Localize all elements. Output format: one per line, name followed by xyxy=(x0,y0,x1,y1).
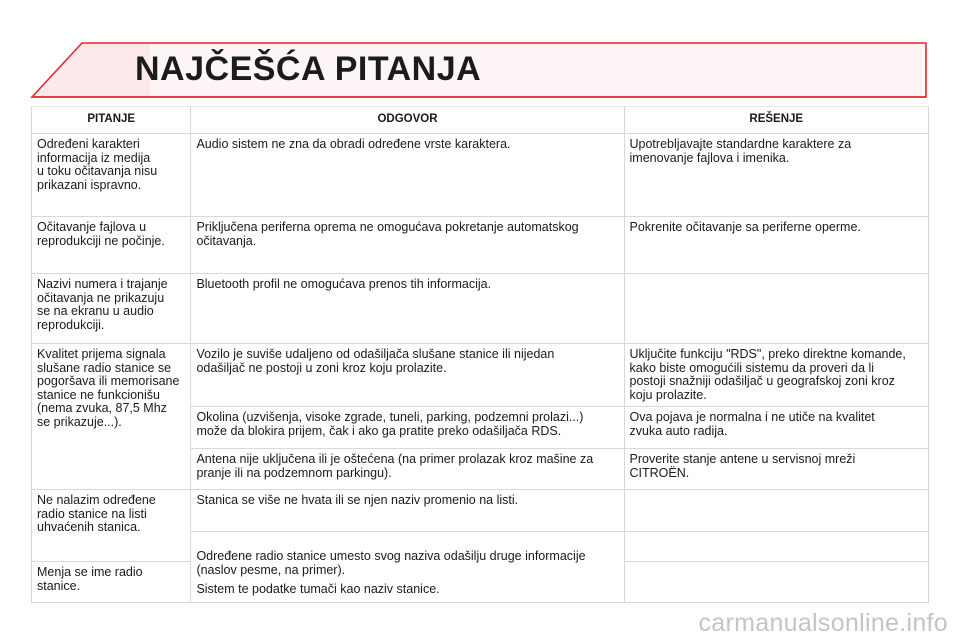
header-solution: REŠENJE xyxy=(624,107,929,134)
answer-line: Određene radio stanice umesto svog naziva odašilju druge informacije (naslov pesme, na primer). xyxy=(196,549,586,577)
solution-cell xyxy=(624,274,929,344)
watermark: carmanualsonline.info xyxy=(698,609,948,637)
table-header-row xyxy=(32,107,929,134)
question-cell: Određeni karakteri informacija iz medija u toku očitavanja nisu prikazani ispravno. xyxy=(32,134,191,217)
question-cell: Očitavanje fajlova u reprodukciji ne počinje. xyxy=(32,217,191,274)
table-row xyxy=(32,274,929,344)
question-cell: Ne nalazim određene radio stanice na listi uhvaćenih stanica. xyxy=(32,490,191,562)
table-row xyxy=(32,490,929,532)
question-cell: Nazivi numera i trajanje očitavanja ne prikazuju se na ekranu u audio reprodukciji. xyxy=(32,274,191,344)
solution-cell: Ova pojava je normalna i ne utiče na kvalitet zvuka auto radija. xyxy=(624,407,929,449)
table-row xyxy=(32,344,929,407)
solution-cell: Uključite funkciju "RDS", preko direktne komande, kako biste omogućili sistemu da proveri da li postoji snažniji odašiljač u geografskoj zoni kroz koju prolazite. xyxy=(624,344,929,407)
table-row xyxy=(32,134,929,217)
answer-cell: Stanica se više ne hvata ili se njen naziv promenio na listi. xyxy=(191,490,624,532)
answer-cell: Antena nije uključena ili je oštećena (na primer prolazak kroz mašine za pranje ili na podzemnom parkingu). xyxy=(191,449,624,490)
header-answer: ODGOVOR xyxy=(191,107,624,134)
question-cell: Kvalitet prijema signala slušane radio stanice se pogoršava ili memorisane stanice ne funkcionišu (nema zvuka, 87,5 Mhz se prikazuje...). xyxy=(32,344,191,490)
answer-cell: Priključena periferna oprema ne omogućava pokretanje automatskog očitavanja. xyxy=(191,217,624,274)
page-title: NAJČEŠĆA PITANJA xyxy=(135,50,482,88)
solution-cell: Proverite stanje antene u servisnoj mreži CITROËN. xyxy=(624,449,929,490)
answer-cell xyxy=(191,532,624,603)
answer-cell: Audio sistem ne zna da obradi određene vrste karaktera. xyxy=(191,134,624,217)
faq-table xyxy=(31,106,929,603)
answer-line: Sistem te podatke tumači kao naziv stanice. xyxy=(196,582,440,596)
solution-cell xyxy=(624,490,929,532)
solution-cell xyxy=(624,532,929,562)
header-question: PITANJE xyxy=(32,107,191,134)
solution-cell: Upotrebljavajte standardne karaktere za imenovanje fajlova i imenika. xyxy=(624,134,929,217)
table-row xyxy=(32,217,929,274)
solution-cell: Pokrenite očitavanje sa periferne operme. xyxy=(624,217,929,274)
solution-cell xyxy=(624,562,929,603)
answer-cell: Bluetooth profil ne omogućava prenos tih informacija. xyxy=(191,274,624,344)
answer-cell: Okolina (uzvišenja, visoke zgrade, tuneli, parking, podzemni prolazi...) može da blokira prijem, čak i ako ga pratite preko odašiljača RDS. xyxy=(191,407,624,449)
answer-cell: Vozilo je suviše udaljeno od odašiljača slušane stanice ili nijedan odašiljač ne postoji u zoni kroz koju prolazite. xyxy=(191,344,624,407)
question-cell: Menja se ime radio stanice. xyxy=(32,562,191,603)
